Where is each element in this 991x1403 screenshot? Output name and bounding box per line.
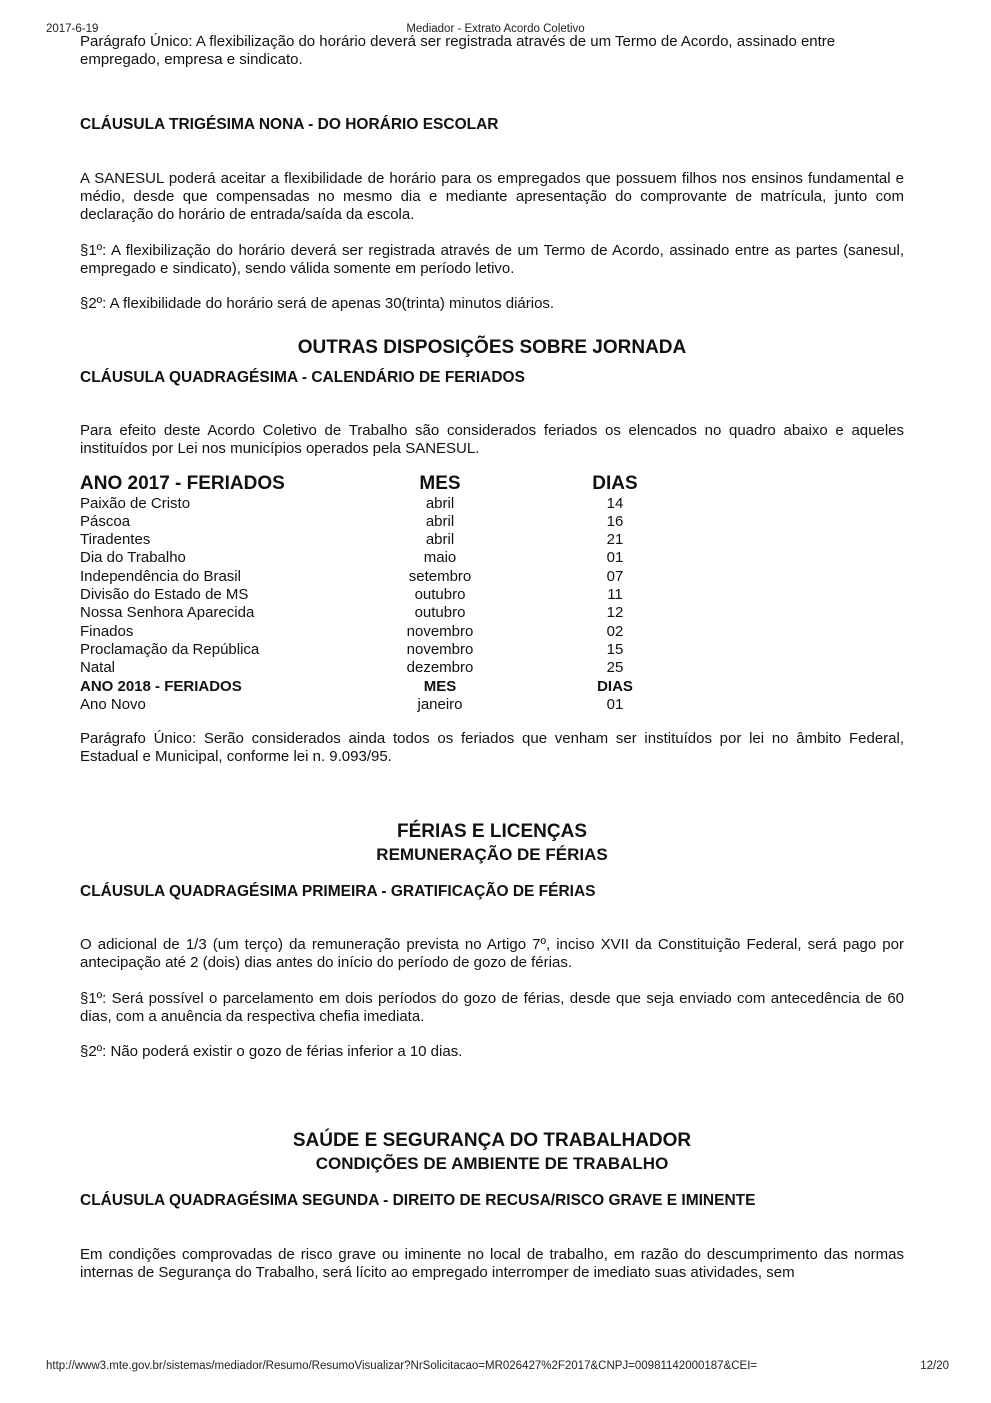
holiday-month: abril bbox=[425, 531, 455, 549]
clause-41-paragraph-3: §2º: Não poderá existir o gozo de férias inferior a 10 dias. bbox=[80, 1043, 463, 1061]
holiday-day: 16 bbox=[606, 512, 624, 530]
clause-41-paragraph-2: §1º: Será possível o parcelamento em dois períodos do gozo de férias, desde que seja enviado com antecedência de 60 dias, com a anuência da respectiva chefia imediata. bbox=[80, 989, 904, 1025]
holiday-month: novembro bbox=[406, 640, 474, 658]
header-cell: ANO 2017 - FERIADOS bbox=[80, 472, 285, 494]
header-cell: MES bbox=[423, 677, 457, 695]
holiday-day: 25 bbox=[606, 659, 624, 677]
clause-42-paragraph-1: Em condições comprovadas de risco grave ou iminente no local de trabalho, em razão do descumprimento das normas internas de Segurança do Trabalho, será lícito ao empregado interromper de imediato suas atividades, sem bbox=[80, 1245, 904, 1282]
table-row bbox=[80, 513, 700, 531]
holiday-month: maio bbox=[423, 549, 457, 567]
clause-40-title: CLÁUSULA QUADRAGÉSIMA - CALENDÁRIO DE FERIADOS bbox=[80, 368, 525, 386]
holiday-name: Proclamação da República bbox=[80, 640, 260, 658]
table-row bbox=[80, 568, 700, 586]
holidays-table bbox=[80, 473, 700, 715]
holiday-month: abril bbox=[425, 494, 455, 512]
header-cell: DIAS bbox=[597, 677, 633, 695]
holiday-name: Finados bbox=[80, 622, 134, 640]
table-header-2018 bbox=[80, 678, 700, 696]
header-cell: DIAS bbox=[592, 472, 638, 494]
holiday-name: Divisão do Estado de MS bbox=[80, 586, 249, 604]
holiday-month: janeiro bbox=[417, 695, 463, 713]
holiday-name: Páscoa bbox=[80, 512, 131, 530]
header-cell: MES bbox=[419, 472, 461, 494]
holiday-month: novembro bbox=[406, 622, 474, 640]
holiday-month: abril bbox=[425, 512, 455, 530]
holiday-name: Dia do Trabalho bbox=[80, 549, 186, 567]
holiday-name: Tiradentes bbox=[80, 531, 151, 549]
section-ferias-subtitle: REMUNERAÇÃO DE FÉRIAS bbox=[376, 844, 608, 864]
holiday-name: Independência do Brasil bbox=[80, 567, 241, 585]
holiday-name: Natal bbox=[80, 659, 116, 677]
holiday-month: outubro bbox=[414, 586, 466, 604]
section-jornada-title: OUTRAS DISPOSIÇÕES SOBRE JORNADA bbox=[297, 336, 687, 358]
print-date: 2017-6-19 bbox=[46, 23, 99, 35]
section-saude-title: SAÚDE E SEGURANÇA DO TRABALHADOR bbox=[292, 1129, 692, 1151]
holiday-day: 12 bbox=[606, 604, 624, 622]
table-row bbox=[80, 549, 700, 567]
previous-paragraph-fragment bbox=[80, 33, 904, 70]
clause-40-paragraph-1: Para efeito deste Acordo Coletivo de Trabalho são considerados feriados os elencados no quadro abaixo e aqueles instituídos por Lei nos municípios operados pela SANESUL. bbox=[80, 421, 904, 458]
holiday-day: 14 bbox=[606, 494, 624, 512]
table-row bbox=[80, 531, 700, 549]
holiday-month: outubro bbox=[414, 604, 466, 622]
table-row bbox=[80, 495, 700, 513]
table-header-2017 bbox=[80, 473, 700, 495]
print-title: Mediador - Extrato Acordo Coletivo bbox=[406, 23, 585, 35]
page-number: 12/20 bbox=[920, 1360, 949, 1372]
holiday-day: 07 bbox=[606, 567, 624, 585]
fragment-line-2: empregado, empresa e sindicato. bbox=[80, 51, 303, 69]
holiday-name: Nossa Senhora Aparecida bbox=[80, 604, 255, 622]
header-cell: ANO 2018 - FERIADOS bbox=[80, 677, 242, 695]
clause-42-title: CLÁUSULA QUADRAGÉSIMA SEGUNDA - DIREITO DE RECUSA/RISCO GRAVE E IMINENTE bbox=[80, 1191, 756, 1209]
holiday-month: dezembro bbox=[406, 659, 474, 677]
table-row bbox=[80, 696, 700, 714]
holiday-day: 21 bbox=[606, 531, 624, 549]
clause-39-title: CLÁUSULA TRIGÉSIMA NONA - DO HORÁRIO ESCOLAR bbox=[80, 115, 499, 133]
document-body bbox=[80, 33, 904, 1353]
table-row bbox=[80, 641, 700, 659]
table-row bbox=[80, 623, 700, 641]
clause-41-title: CLÁUSULA QUADRAGÉSIMA PRIMEIRA - GRATIFICAÇÃO DE FÉRIAS bbox=[80, 882, 596, 900]
clause-39-paragraph-2: §1º: A flexibilização do horário deverá ser registrada através de um Termo de Acordo, assinado entre as partes (sanesul, empregado e sindicato), sendo válida somente em período letivo. bbox=[80, 241, 904, 278]
holiday-day: 01 bbox=[606, 695, 624, 713]
clause-39-paragraph-3: §2º: A flexibilidade do horário será de apenas 30(trinta) minutos diários. bbox=[80, 295, 555, 313]
fragment-line-1: Parágrafo Único: A flexibilização do horário deverá ser registrada através de um Termo de Acordo, assinado entre bbox=[80, 33, 836, 50]
holiday-day: 11 bbox=[607, 586, 623, 604]
table-row bbox=[80, 659, 700, 677]
holiday-month: setembro bbox=[408, 567, 472, 585]
holiday-day: 15 bbox=[606, 640, 624, 658]
holiday-day: 02 bbox=[606, 622, 624, 640]
section-saude-subtitle: CONDIÇÕES DE AMBIENTE DE TRABALHO bbox=[315, 1153, 669, 1173]
source-url: http://www3.mte.gov.br/sistemas/mediador/Resumo/ResumoVisualizar?NrSolicitacao=MR026427%2F2017&CNPJ=00981142000187&CEI= bbox=[46, 1360, 758, 1372]
holiday-name: Paixão de Cristo bbox=[80, 494, 191, 512]
clause-39-paragraph-1: A SANESUL poderá aceitar a flexibilidade de horário para os empregados que possuem filhos nos ensinos fundamental e médio, desde que compensadas no mesmo dia e mediante apresentação do comprovante de matrícula, junto com declaração do horário de entrada/saída da escola. bbox=[80, 169, 904, 224]
holiday-name: Ano Novo bbox=[80, 695, 146, 713]
clause-40-paragraph-2: Parágrafo Único: Serão considerados ainda todos os feriados que venham ser instituídos por lei no âmbito Federal, Estadual e Municipal, conforme lei n. 9.093/95. bbox=[80, 730, 904, 766]
table-row bbox=[80, 604, 700, 622]
section-ferias-title: FÉRIAS E LICENÇAS bbox=[396, 820, 588, 842]
print-footer bbox=[0, 1360, 991, 1390]
clause-41-paragraph-1: O adicional de 1/3 (um terço) da remuneração prevista no Artigo 7º, inciso XVII da Constituição Federal, será pago por antecipação até 2 (dois) dias antes do início do período de gozo de férias. bbox=[80, 936, 904, 972]
table-row bbox=[80, 586, 700, 604]
holiday-day: 01 bbox=[606, 549, 624, 567]
